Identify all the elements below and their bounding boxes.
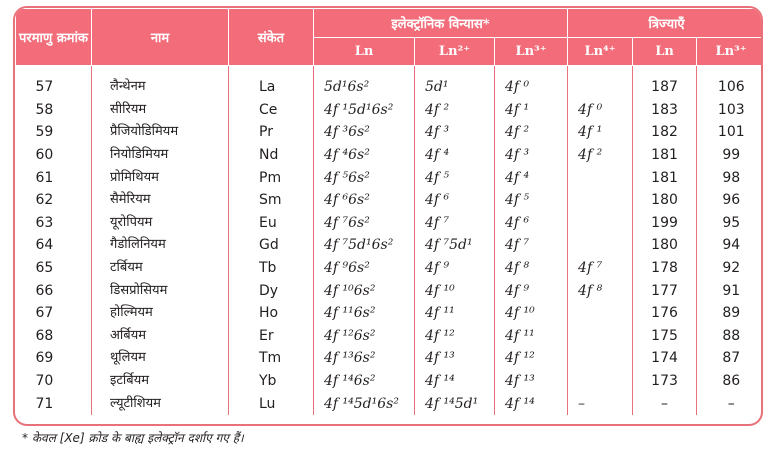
- header-config-ln4: Ln⁴⁺: [568, 37, 633, 66]
- cell-radius-ln: 181: [633, 144, 697, 167]
- cell-config-ln3: 4f ¹³: [495, 370, 568, 393]
- table-row: [16, 392, 764, 415]
- cell-config-ln: 4f ¹⁴6s²: [314, 370, 415, 393]
- cell-config-ln2: 4f ¹⁴: [415, 370, 495, 393]
- cell-config-ln3: 4f ²: [495, 121, 568, 144]
- table-row: [16, 257, 764, 280]
- cell-element-name: प्रोमिथियम: [92, 166, 229, 189]
- table-row: [16, 325, 764, 348]
- cell-config-ln2: 4f ¹¹: [415, 302, 495, 325]
- header-electronic-configuration: इलेक्ट्रॉनिक विन्यास*: [314, 9, 568, 38]
- cell-element-name: सैमेरियम: [92, 189, 229, 212]
- cell-atomic-number: 67: [35, 305, 54, 322]
- cell-config-ln3: 4f ¹²: [495, 347, 568, 370]
- cell-radius-ln: 177: [633, 279, 697, 302]
- cell-config-ln2: 4f ⁴: [415, 144, 495, 167]
- cell-radius-ln: –: [633, 392, 697, 415]
- cell-element-name: गैडोलिनियम: [92, 234, 229, 257]
- cell-radius-ln3: 101: [697, 121, 763, 144]
- cell-symbol: Dy: [229, 279, 314, 302]
- cell-radius-ln: 176: [633, 302, 697, 325]
- cell-symbol: Nd: [229, 144, 314, 167]
- cell-radius-ln3: 86: [697, 370, 763, 393]
- cell-radius-ln: 174: [633, 347, 697, 370]
- cell-config-ln2: 4f ¹⁰: [415, 279, 495, 302]
- cell-element-name: थूलियम: [92, 347, 229, 370]
- cell-config-ln2: 4f ⁷: [415, 212, 495, 235]
- table-row: [16, 144, 764, 167]
- cell-config-ln2: 4f ¹⁴5d¹: [415, 392, 495, 415]
- cell-config-ln3: 4f ⁷: [495, 234, 568, 257]
- cell-element-name: नियोडिमियम: [92, 144, 229, 167]
- cell-config-ln2: 4f ⁵: [415, 166, 495, 189]
- cell-config-ln3: 4f ³: [495, 144, 568, 167]
- cell-config-ln3: 4f ¹¹: [495, 325, 568, 348]
- cell-config-ln4: 4f ⁸: [568, 279, 633, 302]
- header-atomic-number: परमाणु क्रमांक: [16, 9, 92, 66]
- cell-config-ln: 4f ⁵6s²: [314, 166, 415, 189]
- cell-config-ln4: 4f ¹: [568, 121, 633, 144]
- footnote: * केवल [Xe] क्रोड के बाह्य इलेक्ट्रॉन दर्शाए गए हैं।: [22, 431, 244, 445]
- cell-config-ln4: [568, 234, 633, 257]
- cell-atomic-number: 62: [35, 192, 54, 209]
- cell-config-ln: 4f ⁹6s²: [314, 257, 415, 280]
- cell-symbol: Pr: [229, 121, 314, 144]
- cell-element-name: होल्मियम: [92, 302, 229, 325]
- header-name: नाम: [92, 9, 229, 66]
- cell-config-ln: 4f ⁷5d¹6s²: [314, 234, 415, 257]
- cell-config-ln4: [568, 347, 633, 370]
- cell-radius-ln: 175: [633, 325, 697, 348]
- cell-symbol: La: [229, 66, 314, 99]
- cell-radius-ln3: 98: [697, 166, 763, 189]
- header-config-ln: Ln: [314, 37, 415, 66]
- lanthanoid-table-frame: [13, 6, 763, 426]
- cell-radius-ln3: 91: [697, 279, 763, 302]
- cell-config-ln2: 4f ¹³: [415, 347, 495, 370]
- cell-radius-ln3: 89: [697, 302, 763, 325]
- cell-atomic-number: 64: [35, 237, 54, 254]
- cell-radius-ln3: 103: [697, 99, 763, 122]
- header-symbol: संकेत: [229, 9, 314, 66]
- table-row: [16, 99, 764, 122]
- cell-config-ln2: 4f ²: [415, 99, 495, 122]
- cell-config-ln2: 4f ⁹: [415, 257, 495, 280]
- cell-config-ln3: 4f ⁴: [495, 166, 568, 189]
- cell-element-name: टर्बियम: [92, 257, 229, 280]
- cell-config-ln3: 4f ¹: [495, 99, 568, 122]
- cell-atomic-number: 57: [35, 79, 54, 96]
- cell-config-ln3: 4f ¹⁰: [495, 302, 568, 325]
- cell-config-ln3: 4f ⁶: [495, 212, 568, 235]
- cell-radius-ln3: 88: [697, 325, 763, 348]
- cell-config-ln: 4f ³6s²: [314, 121, 415, 144]
- cell-radius-ln3: 92: [697, 257, 763, 280]
- cell-radius-ln3: 94: [697, 234, 763, 257]
- cell-atomic-number: 59: [35, 124, 54, 141]
- cell-symbol: Er: [229, 325, 314, 348]
- cell-config-ln: 4f ¹³6s²: [314, 347, 415, 370]
- cell-config-ln4: [568, 212, 633, 235]
- cell-config-ln4: [568, 189, 633, 212]
- cell-radius-ln3: 87: [697, 347, 763, 370]
- header-radius-ln: Ln: [633, 37, 697, 66]
- cell-element-name: लैन्थेनम: [92, 66, 229, 99]
- cell-radius-ln: 183: [633, 99, 697, 122]
- header-config-ln2: Ln²⁺: [415, 37, 495, 66]
- cell-radius-ln: 178: [633, 257, 697, 280]
- cell-config-ln2: 4f ⁷5d¹: [415, 234, 495, 257]
- cell-config-ln4: 4f ⁷: [568, 257, 633, 280]
- cell-config-ln3: 4f ⁵: [495, 189, 568, 212]
- table-row: [16, 234, 764, 257]
- header-radius-ln3: Ln³⁺: [697, 37, 763, 66]
- cell-symbol: Tm: [229, 347, 314, 370]
- cell-symbol: Lu: [229, 392, 314, 415]
- cell-atomic-number: 71: [35, 395, 54, 412]
- cell-atomic-number: 61: [35, 169, 54, 186]
- cell-config-ln: 4f ¹⁰6s²: [314, 279, 415, 302]
- table-row: [16, 370, 764, 393]
- cell-config-ln4: [568, 66, 633, 99]
- table-row: [16, 166, 764, 189]
- cell-element-name: डिसप्रोसियम: [92, 279, 229, 302]
- cell-symbol: Ce: [229, 99, 314, 122]
- cell-config-ln: 5d¹6s²: [314, 66, 415, 99]
- cell-atomic-number: 63: [35, 214, 54, 231]
- cell-config-ln: 4f ¹5d¹6s²: [314, 99, 415, 122]
- cell-config-ln: 4f ¹¹6s²: [314, 302, 415, 325]
- cell-config-ln2: 4f ¹²: [415, 325, 495, 348]
- cell-config-ln4: [568, 166, 633, 189]
- cell-atomic-number: 70: [35, 373, 54, 390]
- cell-config-ln4: 4f ²: [568, 144, 633, 167]
- cell-config-ln: 4f ¹⁴5d¹6s²: [314, 392, 415, 415]
- cell-symbol: Pm: [229, 166, 314, 189]
- cell-config-ln: 4f ⁶6s²: [314, 189, 415, 212]
- cell-config-ln3: 4f ¹⁴: [495, 392, 568, 415]
- cell-config-ln4: –: [568, 392, 633, 415]
- cell-config-ln: 4f ¹²6s²: [314, 325, 415, 348]
- cell-radius-ln3: 106: [697, 66, 763, 99]
- cell-config-ln: 4f ⁷6s²: [314, 212, 415, 235]
- cell-radius-ln: 180: [633, 189, 697, 212]
- cell-config-ln3: 4f ⁰: [495, 66, 568, 99]
- cell-config-ln4: [568, 325, 633, 348]
- cell-radius-ln3: –: [697, 392, 763, 415]
- cell-radius-ln: 199: [633, 212, 697, 235]
- cell-element-name: ल्यूटीशियम: [92, 392, 229, 415]
- table-row: [16, 279, 764, 302]
- cell-radius-ln: 180: [633, 234, 697, 257]
- cell-atomic-number: 58: [35, 101, 54, 118]
- cell-symbol: Sm: [229, 189, 314, 212]
- cell-atomic-number: 65: [35, 260, 54, 277]
- cell-radius-ln3: 96: [697, 189, 763, 212]
- cell-element-name: प्रैजियोडिमियम: [92, 121, 229, 144]
- cell-config-ln: 4f ⁴6s²: [314, 144, 415, 167]
- header-config-ln3: Ln³⁺: [495, 37, 568, 66]
- cell-symbol: Yb: [229, 370, 314, 393]
- cell-radius-ln3: 99: [697, 144, 763, 167]
- cell-config-ln2: 5d¹: [415, 66, 495, 99]
- cell-symbol: Eu: [229, 212, 314, 235]
- cell-element-name: यूरोपियम: [92, 212, 229, 235]
- cell-radius-ln: 182: [633, 121, 697, 144]
- cell-radius-ln: 173: [633, 370, 697, 393]
- cell-element-name: इटर्बियम: [92, 370, 229, 393]
- cell-symbol: Tb: [229, 257, 314, 280]
- table-row: [16, 347, 764, 370]
- cell-symbol: Gd: [229, 234, 314, 257]
- cell-symbol: Ho: [229, 302, 314, 325]
- cell-config-ln3: 4f ⁸: [495, 257, 568, 280]
- cell-element-name: सीरियम: [92, 99, 229, 122]
- cell-config-ln4: [568, 302, 633, 325]
- cell-config-ln2: 4f ⁶: [415, 189, 495, 212]
- table-row: [16, 121, 764, 144]
- table-row: [16, 212, 764, 235]
- header-radii: त्रिज्याएँ: [568, 9, 763, 38]
- cell-atomic-number: 69: [35, 350, 54, 367]
- cell-atomic-number: 60: [35, 147, 54, 164]
- cell-atomic-number: 68: [35, 327, 54, 344]
- cell-radius-ln: 181: [633, 166, 697, 189]
- cell-config-ln3: 4f ⁹: [495, 279, 568, 302]
- cell-config-ln2: 4f ³: [415, 121, 495, 144]
- cell-element-name: अर्बियम: [92, 325, 229, 348]
- table-row: [16, 66, 764, 99]
- table-row: [16, 189, 764, 212]
- cell-radius-ln3: 95: [697, 212, 763, 235]
- cell-config-ln4: 4f ⁰: [568, 99, 633, 122]
- table-row: [16, 302, 764, 325]
- cell-config-ln4: [568, 370, 633, 393]
- lanthanoid-table: [15, 8, 763, 415]
- cell-atomic-number: 66: [35, 282, 54, 299]
- cell-radius-ln: 187: [633, 66, 697, 99]
